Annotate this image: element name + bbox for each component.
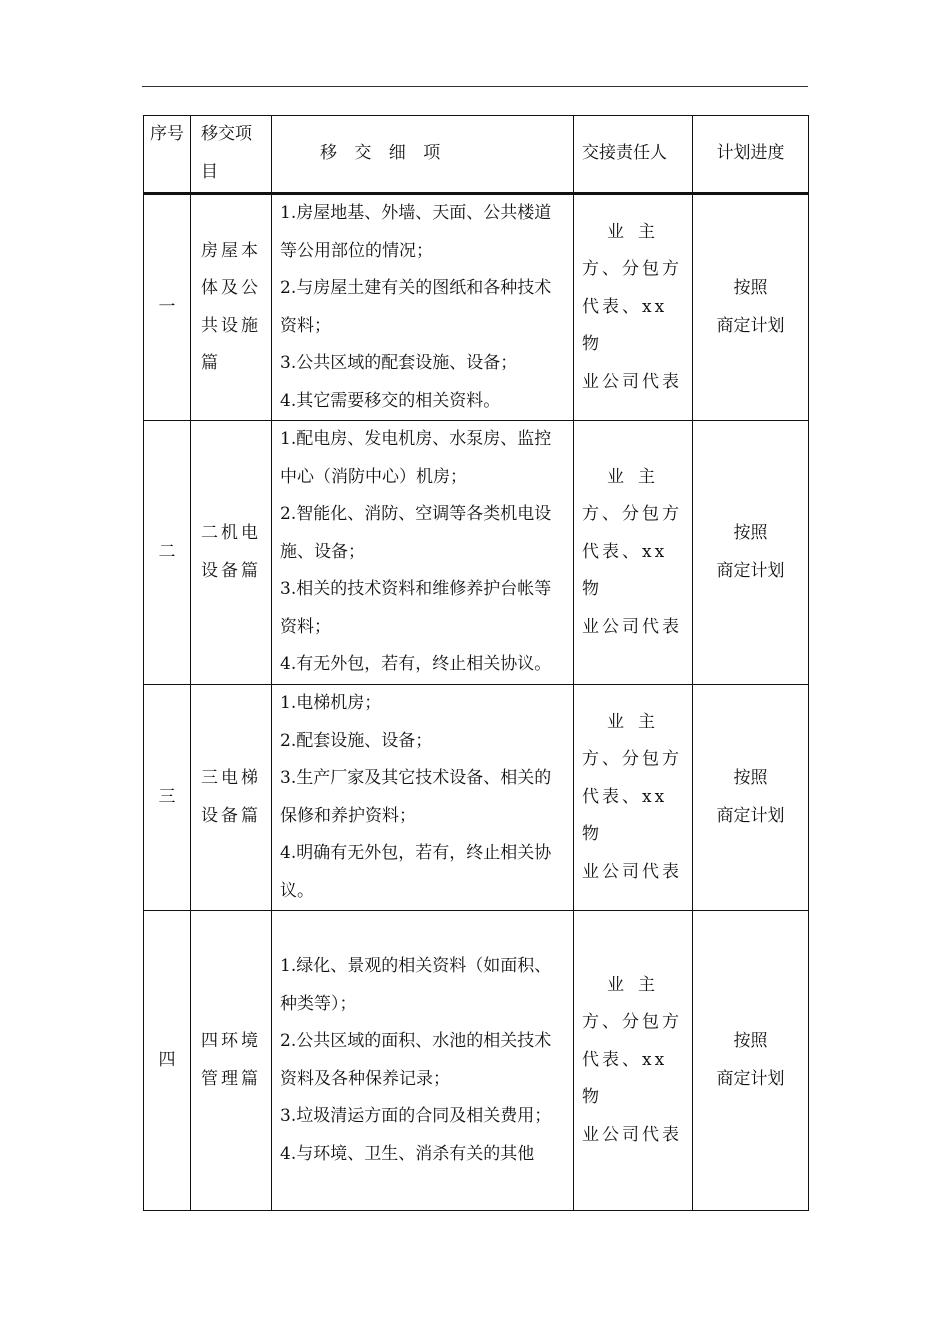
row-details <box>272 685 574 911</box>
detail-line: 3.相关的技术资料和维修养护台帐等资料； <box>280 579 552 637</box>
detail-line: 2.公共区域的面积、水池的相关技术资料及各种保养记录； <box>280 1031 552 1089</box>
plan-line: 按照 <box>733 523 768 543</box>
detail-line: 1.房屋地基、外墙、天面、公共楼道等公用部位的情况； <box>280 203 552 261</box>
responsible-line: 方、分包方 <box>582 1012 682 1033</box>
table-header-row <box>144 116 809 194</box>
row-plan <box>693 685 809 911</box>
responsible-line: 业公司代表 <box>582 861 682 882</box>
responsible-line: 业主 <box>607 221 669 242</box>
row-responsible <box>574 911 693 1211</box>
detail-line: 4.有无外包，若有，终止相关协议。 <box>280 654 552 675</box>
handover-table <box>143 115 809 1211</box>
detail-line: 2.配套设施、设备； <box>280 730 433 751</box>
row-item-name: 房屋本体及公共设施篇 <box>191 194 272 421</box>
row-responsible <box>574 685 693 911</box>
header-item: 移交项目 <box>191 116 272 194</box>
detail-line: 3.公共区域的配套设施、设备； <box>280 353 518 373</box>
row-item-name: 三电梯设备篇 <box>191 685 272 911</box>
detail-line: 1.绿化、景观的相关资料（如面积、种类等）； <box>280 956 552 1014</box>
plan-line: 商定计划 <box>716 315 785 336</box>
responsible-line: 代表、xx物 <box>582 786 668 845</box>
plan-line: 按照 <box>733 1031 768 1051</box>
row-responsible <box>574 421 693 685</box>
responsible-line: 业公司代表 <box>582 371 682 392</box>
table-row <box>144 911 809 1211</box>
row-item-name: 二机电设备篇 <box>191 421 272 685</box>
responsible-line: 方、分包方 <box>582 259 682 280</box>
row-item-name: 四环境管理篇 <box>191 911 272 1211</box>
plan-line: 商定计划 <box>716 1068 785 1089</box>
table-row <box>144 421 809 685</box>
responsible-line: 业公司代表 <box>582 1124 682 1145</box>
responsible-line: 代表、xx物 <box>582 296 668 355</box>
row-responsible <box>574 194 693 421</box>
detail-line: 1.电梯机房； <box>280 693 382 713</box>
detail-line: 3.垃圾清运方面的合同及相关费用； <box>280 1106 552 1126</box>
detail-line: 1.配电房、发电机房、水泵房、监控中心（消防中心）机房； <box>280 429 552 487</box>
row-plan <box>693 194 809 421</box>
row-no: 三 <box>144 685 191 911</box>
detail-line: 4.与环境、卫生、消杀有关的其他 <box>280 1143 535 1164</box>
responsible-line: 业主 <box>607 974 669 995</box>
row-plan <box>693 421 809 685</box>
row-no: 一 <box>144 194 191 421</box>
responsible-line: 业公司代表 <box>582 616 682 637</box>
detail-line: 3.生产厂家及其它技术设备、相关的保修和养护资料； <box>280 768 552 826</box>
detail-line: 2.与房屋土建有关的图纸和各种技术资料； <box>280 278 552 336</box>
row-no: 二 <box>144 421 191 685</box>
detail-line: 4.明确有无外包，若有，终止相关协议。 <box>280 843 552 901</box>
plan-line: 商定计划 <box>716 805 785 826</box>
header-no: 序号 <box>144 116 191 194</box>
responsible-line: 代表、xx物 <box>582 1049 668 1108</box>
header-rule <box>142 86 808 87</box>
responsible-line: 业主 <box>607 466 669 487</box>
plan-line: 按照 <box>733 768 768 788</box>
detail-line: 4.其它需要移交的相关资料。 <box>280 390 501 411</box>
responsible-line: 业主 <box>607 711 669 732</box>
row-details <box>272 194 574 421</box>
row-details <box>272 421 574 685</box>
header-plan: 计划进度 <box>693 116 809 194</box>
row-details <box>272 911 574 1211</box>
plan-line: 按照 <box>733 278 768 298</box>
detail-line: 2.智能化、消防、空调等各类机电设施、设备； <box>280 504 552 562</box>
table-row <box>144 194 809 421</box>
responsible-line: 方、分包方 <box>582 749 682 770</box>
plan-line: 商定计划 <box>716 560 785 581</box>
header-detail: 移 交 细 项 <box>272 116 574 194</box>
responsible-line: 方、分包方 <box>582 504 682 525</box>
table-row <box>144 685 809 911</box>
row-no: 四 <box>144 911 191 1211</box>
responsible-line: 代表、xx物 <box>582 541 668 600</box>
header-responsible: 交接责任人 <box>574 116 693 194</box>
row-plan <box>693 911 809 1211</box>
